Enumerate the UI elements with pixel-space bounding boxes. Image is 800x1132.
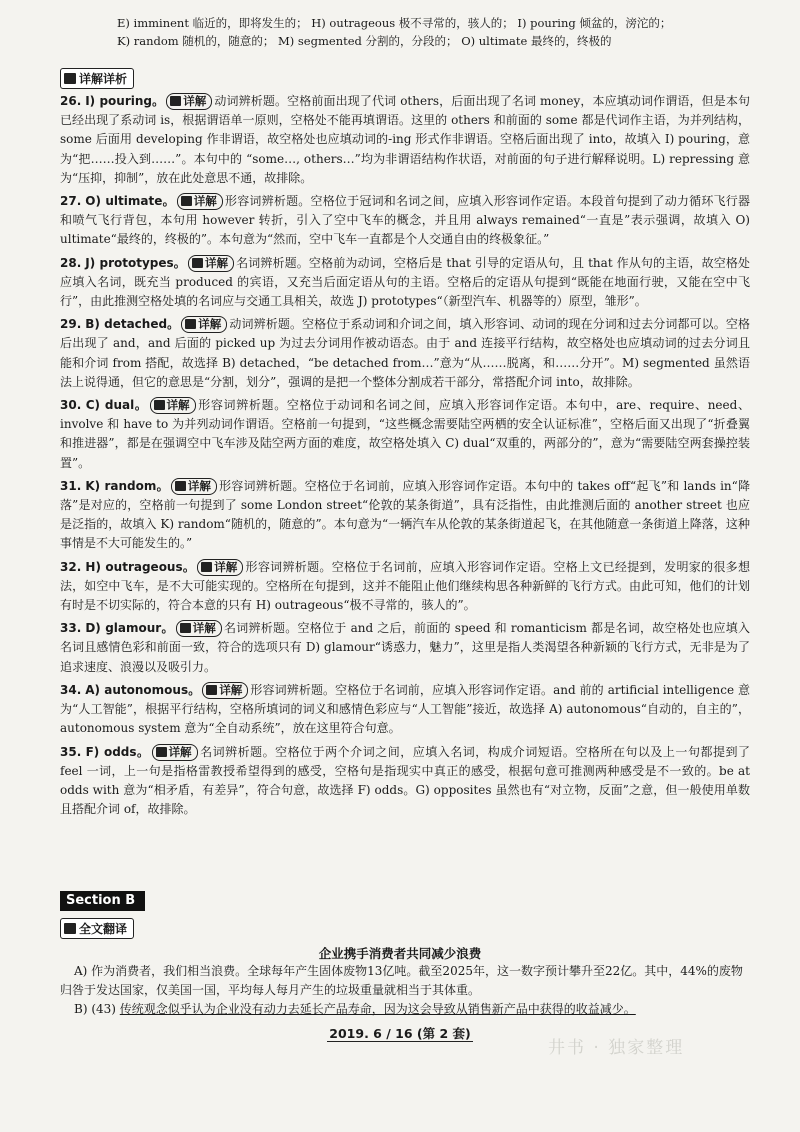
xiangjie-tag-text: 详解: [214, 559, 238, 574]
book-icon: [175, 481, 186, 491]
explanation-item: [60, 477, 750, 554]
item-number: 29.: [60, 317, 82, 332]
item-explanation: 名词辨析题。空格位于两个介词之间，应填入名词，构成介词短语。空格所在句以及上一句都提到了 feel 一词，上一句是指格雷教授希望得到的感受，空格句是指现实中真正的感受，根据句意可推测两种感受是不一致的。be at odds with 意为“相矛盾，有差异”，符合句意，故选择 F) odds。G) opposites 虽然也有“对立物，反面”之意，但一般使用单数且搭配介词 of，故排除。: [60, 744, 750, 817]
xiangjie-tag: [197, 559, 243, 576]
xiangjie-tag: [152, 744, 198, 761]
xiangjie-tag-text: 详解: [166, 398, 190, 413]
xiangjie-tag: [181, 316, 227, 333]
item-number: 27.: [60, 194, 82, 209]
translation-badge: [60, 918, 134, 939]
book-icon: [156, 747, 167, 757]
book-icon: [170, 96, 181, 106]
paragraph-b-underlined: 传统观念似乎认为企业没有动力去延长产品寿命，因为这会导致从销售新产品中获得的收益减少。: [119, 1002, 636, 1016]
options-line-2: K) random 随机的，随意的； M) segmented 分割的，分段的； O) ultimate 最终的，终极的: [117, 34, 612, 48]
xiangjie-tag: [202, 682, 248, 699]
xiangjie-tag-text: 详解: [198, 317, 222, 332]
xiangjie-tag-text: 详解: [168, 744, 192, 759]
translation-title: 企业携手消费者共同减少浪费: [318, 946, 482, 961]
xiangjie-tag: [177, 193, 223, 210]
options-list: [117, 14, 757, 50]
item-explanation: 名词辨析题。空格前为动词，空格后是 that 引导的定语从句，且 that 作从句的主语，故空格处应填入名词，既充当 produced 的宾语，又充当后面定语从句的主语。空格后的定语从句提到“既能在地面行驶，又能在空中飞行”，由此推测空格处填的名词应与交通工具相关，故选 J) prototypes“（新型汽车、机器等的）原型，雏形”。: [60, 255, 750, 309]
book-icon: [185, 319, 196, 329]
book-icon: [206, 685, 217, 695]
book-icon: [64, 73, 76, 84]
translation-section-label: [60, 918, 134, 939]
explanation-item: [60, 558, 750, 616]
item-number: 26.: [60, 94, 82, 108]
explanation-item: [60, 192, 750, 250]
xiangjie-tag: [166, 93, 212, 110]
detail-badge-text: 详解详析: [79, 72, 128, 86]
xiangjie-tag: [150, 397, 196, 414]
section-b-heading: Section B: [60, 891, 145, 911]
item-explanation: 形容词辨析题。空格位于名词前，应填入形容词作定语。本句中的 takes off“起飞”和 lands in“降落”是对应的，空格前一句提到了 some London street“伦敦的某条街道”，具有泛指性，由此推测后面的 another street 也应是泛指的，故填入 K) random“随机的，随意的”。本句意为“一辆汽车从伦敦的某条街道起飞，在其他随意一条街道上降落，这种事情是不大可能发生的。”: [60, 478, 750, 551]
item-answer: D) glamour。: [85, 621, 174, 636]
item-explanation: 动词辨析题。空格前面出现了代词 others，后面出现了名词 money，本应填动词作谓语，但是本句已经出现了系动词 is，根据谓语单一原则，空格处不能再填谓语。这里的 others 和前面的 some 都是代词作主语，为并列结构，some 后面用 developing 作非谓语，故空格处也应填动词的-ing 形式作非谓语。空格后面出现了 into，故填入 I) pouring，意为“把……投入到……”。本句中的 “some…, others…”均为非谓语结构作状语，对前面的句子进行解释说明。L) repressing 意为“压抑，抑制”，放在此处意思不通，故排除。: [60, 94, 750, 185]
watermark: 井书 · 独家整理: [548, 1038, 685, 1058]
explanation-item: [60, 743, 750, 820]
xiangjie-tag-text: 详解: [183, 94, 207, 108]
item-number: 34.: [60, 682, 82, 697]
explanation-item: [60, 396, 750, 473]
item-explanation: 名词辨析题。空格位于 and 之后，前面的 speed 和 romanticism 都是名词，故空格处也应填入名词且感情色彩和前面一致，符合的选项只有 D) glamour“诱惑力，魅力”，这里是指人类渴望各种新颖的飞行方式，无非是为了追求速度、浪漫以及吸引力。: [60, 621, 750, 674]
xiangjie-tag-text: 详解: [192, 621, 216, 636]
book-icon: [192, 258, 203, 268]
item-number: 28.: [60, 255, 82, 270]
item-explanation: 形容词辨析题。空格位于名词前，应填入形容词作定语。空格上文已经提到，发明家的很多想法，如空中飞车，是不大可能实现的。空格所在句提到，这并不能阻止他们继续构思各种新鲜的飞行方式。由此可知，他们的计划有时是不切实际的，符合本意的只有 H) outrageous“极不寻常的，骇人的”。: [60, 559, 750, 613]
item-answer: K) random。: [85, 478, 169, 493]
xiangjie-tag-text: 详解: [204, 255, 228, 270]
translation-body: [60, 962, 750, 1019]
xiangjie-tag: [171, 478, 217, 495]
paragraph-a: A) 作为消费者，我们相当浪费。全球每年产生固体废物13亿吨。截至2025年，这一数字预计攀升至22亿。其中，44%的废物归咎于发达国家，仅美国一国，平均每人每月产生的垃圾重量就相当于其体重。: [60, 964, 743, 997]
xiangjie-tag-text: 详解: [193, 194, 217, 209]
explanation-item: [60, 254, 750, 312]
translation-badge-text: 全文翻译: [79, 922, 128, 936]
item-number: 31.: [60, 478, 82, 493]
detail-badge: [60, 68, 134, 89]
options-line-1: E) imminent 临近的，即将发生的； H) outrageous 极不寻常的，骇人的； I) pouring 倾盆的，滂沱的；: [117, 16, 672, 30]
explanation-item: [60, 315, 750, 392]
item-number: 33.: [60, 621, 82, 636]
item-answer: A) autonomous。: [85, 682, 201, 697]
item-number: 30.: [60, 398, 82, 413]
xiangjie-tag: [188, 255, 234, 272]
detail-section-label: [60, 68, 134, 89]
xiangjie-tag-text: 详解: [219, 682, 243, 697]
paragraph-b: [60, 1000, 750, 1019]
book-icon: [181, 196, 192, 206]
item-explanation: 形容词辨析题。空格位于冠词和名词之间，应填入形容词作定语。本段首句提到了动力循环飞行器和喷气飞行背包，本句用 however 转折，引入了空中飞车的概念，并且用 always remained“一直是”表示强调，故填入 O) ultimate“最终的，终极的”。本句意为“然而，空中飞车一直都是个人交通自由的终极象征。”: [60, 194, 750, 247]
item-answer: C) dual。: [85, 398, 148, 413]
item-answer: B) detached。: [85, 317, 180, 332]
item-answer: H) outrageous。: [85, 559, 196, 574]
item-explanation: 形容词辨析题。空格位于动词和名词之间，应填入形容词作定语。本句中，are、require、need、involve 和 have to 为并列动词作谓语。空格前一句提到，“这些概念需要陆空两栖的安全认证标准”，空格后面又出现了“折叠翼和推进器”，都是在强调空中飞车涉及陆空两方面的难度，故空格处填入 C) dual“双重的，两部分的”，意为“需要陆空两套操控装置”。: [60, 398, 750, 470]
explanation-item: [60, 619, 750, 677]
explanation-list: [60, 92, 750, 823]
xiangjie-tag: [176, 620, 222, 637]
item-answer: O) ultimate。: [85, 194, 175, 209]
book-icon: [201, 562, 212, 572]
item-explanation: 形容词辨析题。空格位于名词前，应填入形容词作定语。and 前的 artificial intelligence 意为“人工智能”，根据平行结构，空格所填词的词义和感情色彩应与“人工智能”接近，故选择 A) autonomous“自动的，自主的”，autonomous system 意为“全自动系统”，放在这里符合句意。: [60, 682, 750, 736]
book-icon: [154, 400, 165, 410]
book-icon: [64, 923, 76, 934]
item-explanation: 动词辨析题。空格位于系动词和介词之间，填入形容词、动词的现在分词和过去分词都可以。空格后出现了 and，and 后面的 picked up 为过去分词用作被动语态。由于 and 连接平行结构，故空格处也应填动词的过去分词且能和介词 from 搭配，故选择 B) detached，“be detached from…”意为“从……脱离，和……分开”。M) segmented 虽然语法上说得通，但它的意思是“分割，划分”，强调的是把一个整体分割成若干部分，常搭配介词 into，故排除。: [60, 317, 750, 389]
explanation-item: [60, 92, 750, 188]
explanation-item: [60, 681, 750, 739]
item-answer: F) odds。: [85, 744, 150, 759]
item-number: 35.: [60, 744, 82, 759]
item-answer: J) prototypes。: [85, 255, 186, 270]
book-icon: [180, 623, 191, 633]
xiangjie-tag-text: 详解: [187, 478, 211, 493]
item-answer: I) pouring。: [85, 94, 165, 108]
footer-text: 2019. 6 / 16 (第 2 套): [329, 1026, 471, 1041]
item-number: 32.: [60, 559, 82, 574]
paragraph-b-prefix: B) (43): [74, 1002, 120, 1016]
